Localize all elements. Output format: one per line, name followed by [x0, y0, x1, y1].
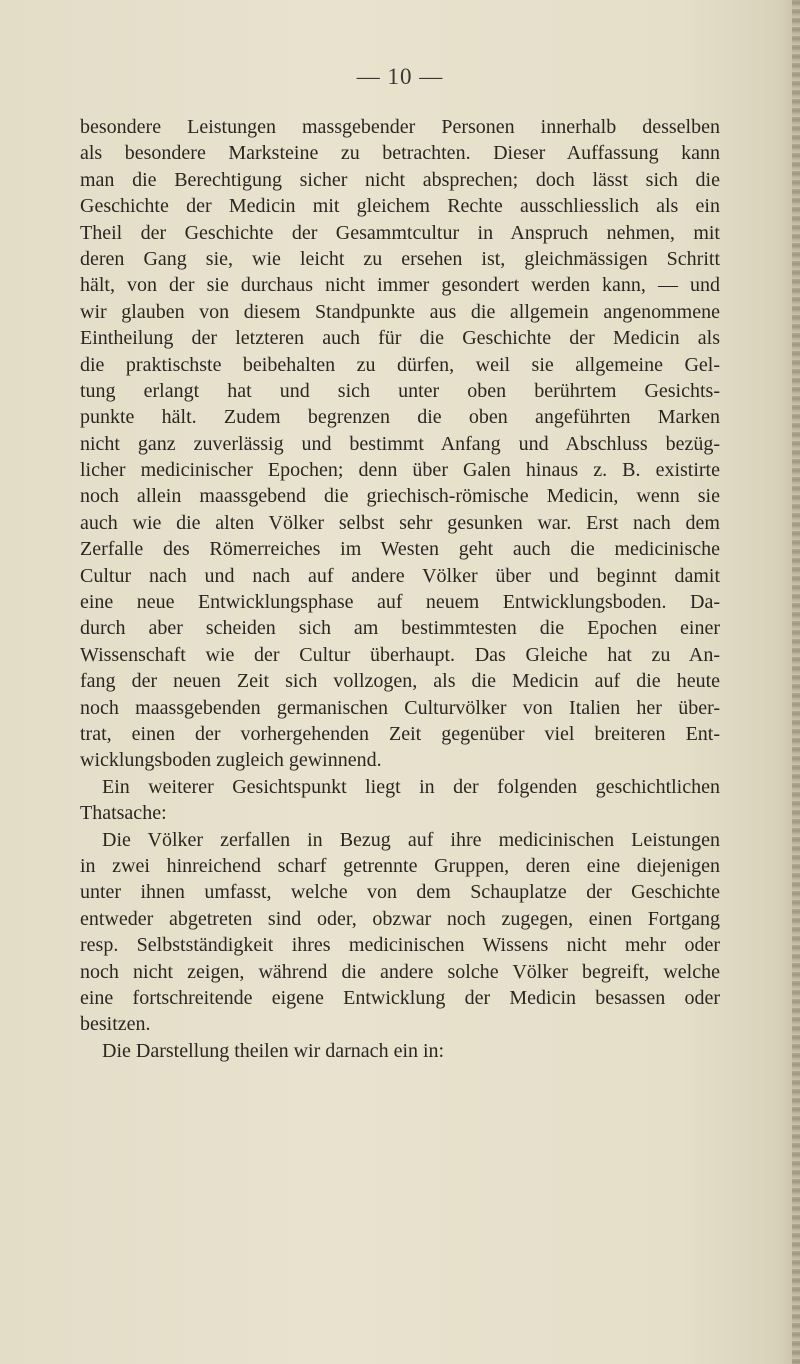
text-line: besondere Leistungen massgebender Personen innerhalb desselben	[80, 116, 720, 138]
text-line: fang der neuen Zeit sich vollzogen, als die Medicin auf die heute	[80, 670, 720, 693]
text-line: resp. Selbstständigkeit ihres medicinischen Wissens nicht mehr oder	[80, 934, 720, 957]
text-line: Eintheilung der letzteren auch für die Geschichte der Medicin als	[80, 327, 720, 350]
text-line: deren Gang sie, wie leicht zu ersehen ist, gleichmässigen Schritt	[80, 247, 720, 270]
text-line: durch aber scheiden sich am bestimmtesten die Epochen einer	[80, 617, 720, 640]
text-line: hält, von der sie durchaus nicht immer gesondert werden kann, — und	[80, 274, 720, 297]
text-line: die praktischste beibehalten zu dürfen, weil sie allgemeine Gel-	[80, 353, 720, 376]
text-line: nicht ganz zuverlässig und bestimmt Anfang und Abschluss bezüg-	[80, 432, 720, 455]
text-line: wir glauben von diesem Standpunkte aus die allgemein angenommene	[80, 300, 720, 323]
text-line: Thatsache:	[80, 802, 167, 825]
text-line: Cultur nach und nach auf andere Völker über und beginnt damit	[80, 564, 720, 587]
text-line: trat, einen der vorhergehenden Zeit gegenüber viel breiteren Ent-	[80, 722, 720, 745]
text-line: Wissenschaft wie der Cultur überhaupt. Das Gleiche hat zu An-	[80, 643, 720, 666]
page-edge	[792, 0, 800, 1364]
text-line: als besondere Marksteine zu betrachten. Dieser Auffassung kann	[80, 142, 720, 165]
text-line: Ein weiterer Gesichtspunkt liegt in der folgenden geschichtlichen	[102, 775, 720, 798]
text-line: wicklungsboden zugleich gewinnend.	[80, 749, 382, 772]
text-line: noch maassgebenden germanischen Culturvölker von Italien her über-	[80, 696, 720, 719]
text-line: Theil der Geschichte der Gesammtcultur in Anspruch nehmen, mit	[80, 221, 720, 244]
text-line: eine neue Entwicklungsphase auf neuem Entwicklungsboden. Da-	[80, 591, 720, 614]
text-line: Die Völker zerfallen in Bezug auf ihre medicinischen Leistungen	[102, 828, 720, 851]
text-line: besitzen.	[80, 1013, 151, 1036]
text-line: in zwei hinreichend scharf getrennte Gruppen, deren eine diejenigen	[80, 854, 720, 877]
text-line: punkte hält. Zudem begrenzen die oben angeführten Marken	[80, 406, 720, 429]
text-line: man die Berechtigung sicher nicht absprechen; doch lässt sich die	[80, 168, 720, 191]
text-line: Die Darstellung theilen wir darnach ein in:	[102, 1039, 445, 1062]
text-line: noch allein maassgebend die griechisch-römische Medicin, wenn sie	[80, 485, 720, 508]
text-line: eine fortschreitende eigene Entwicklung der Medicin besassen oder	[80, 986, 720, 1009]
text-line: Geschichte der Medicin mit gleichem Rechte ausschliesslich als ein	[80, 195, 720, 218]
text-line: tung erlangt hat und sich unter oben berührtem Gesichts-	[80, 379, 720, 402]
text-line: entweder abgetreten sind oder, obzwar noch zugegen, einen Fortgang	[80, 907, 720, 930]
text-line: unter ihnen umfasst, welche von dem Schauplatze der Geschichte	[80, 881, 720, 904]
text-line: noch nicht zeigen, während die andere solche Völker begreift, welche	[80, 960, 720, 983]
text-line: auch wie die alten Völker selbst sehr gesunken war. Erst nach dem	[80, 511, 720, 534]
page-number: — 10 —	[356, 64, 444, 89]
text-line: licher medicinischer Epochen; denn über Galen hinaus z. B. existirte	[80, 459, 720, 482]
body-text	[80, 114, 720, 1064]
text-line: Zerfalle des Römerreiches im Westen geht auch die medicinische	[80, 538, 720, 561]
